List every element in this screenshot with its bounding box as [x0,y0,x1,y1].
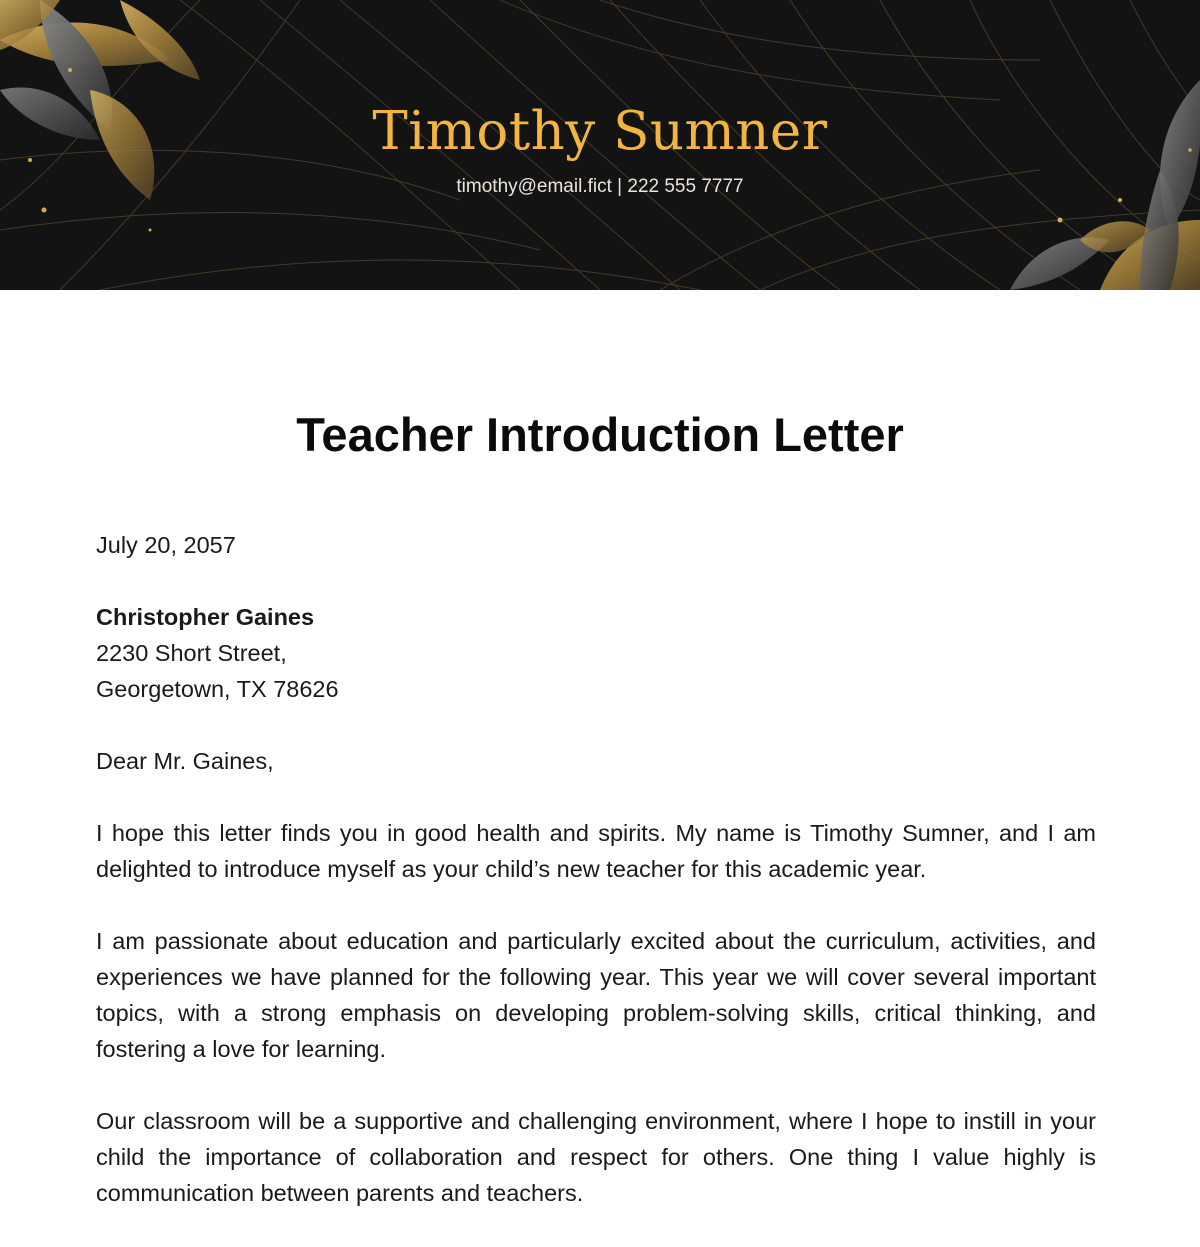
sender-name: Timothy Sumner [372,101,828,162]
letter-body [96,527,1096,1247]
recipient-address-block [96,599,1096,707]
sender-contact: timothy@email.fict | 222 555 7777 [456,176,744,197]
letter-date: July 20, 2057 [96,532,236,558]
salutation: Dear Mr. Gaines, [96,748,274,774]
letterhead-banner [0,0,1200,290]
recipient-name: Christopher Gaines [96,604,315,630]
recipient-street: 2230 Short Street, [96,640,287,666]
recipient-city: Georgetown, TX 78626 [96,676,339,702]
paragraph: Our classroom will be a supportive and challenging environment, where I hope to instill in your child the importance of collaboration and respect for others. One thing I value highly is communication between parents and teachers. [96,1108,1096,1206]
paragraph: I hope this letter finds you in good health and spirits. My name is Timothy Sumner, and I am delighted to introduce myself as your child’s new teacher for this academic year. [96,820,1096,882]
document-title: Teacher Introduction Letter [296,408,904,461]
paragraph: I am passionate about education and particularly excited about the curriculum, activities, and experiences we have planned for the following year. This year we will cover several important topics, with a strong emphasis on developing problem-solving skills, critical thinking, and fostering a love for learning. [96,928,1096,1062]
